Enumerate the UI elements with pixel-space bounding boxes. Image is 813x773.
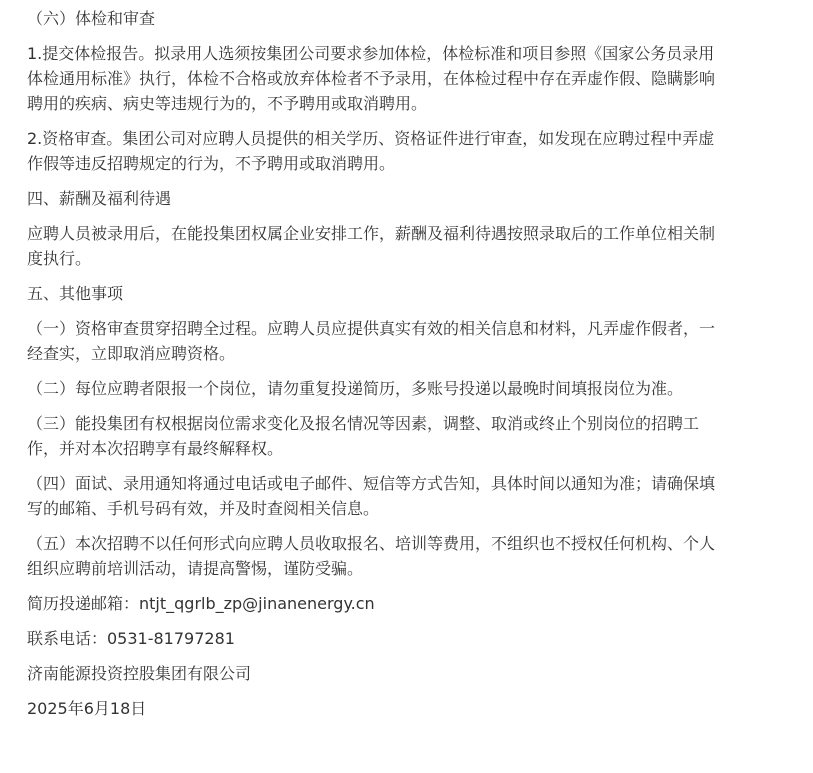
publish-date: 2025年6月18日 [27, 699, 147, 718]
company-name: 济南能源投资控股集团有限公司 [27, 664, 252, 683]
paragraph-other-3: （三）能投集团有权根据岗位需求变化及报名情况等因素，调整、取消或终止个别岗位的招聘工作，并对本次招聘享有最终解释权。 [27, 414, 700, 458]
paragraph-other-5: （五）本次招聘不以任何形式向应聘人员收取报名、培训等费用，不组织也不授权任何机构、个人组织应聘前培训活动，请提高警惕，谨防受骗。 [27, 534, 716, 578]
section-heading-physical-exam: （六）体检和审查 [27, 9, 156, 28]
paragraph-other-4: （四）面试、录用通知将通过电话或电子邮件、短信等方式告知，具体时间以通知为准；请确保填写的邮箱、手机号码有效，并及时查阅相关信息。 [27, 474, 716, 518]
contact-phone: 联系电话：0531-81797281 [27, 629, 235, 648]
paragraph-qualification-review: 2.资格审查。集团公司对应聘人员提供的相关学历、资格证件进行审查，如发现在应聘过程中弄虚作假等违反招聘规定的行为，不予聘用或取消聘用。 [27, 129, 715, 173]
paragraph-salary-benefits: 应聘人员被录用后，在能投集团权属企业安排工作，薪酬及福利待遇按照录取后的工作单位相关制度执行。 [27, 224, 716, 268]
section-heading-other: 五、其他事项 [27, 284, 124, 303]
paragraph-physical-exam-report: 1.提交体检报告。拟录用人选须按集团公司要求参加体检，体检标准和项目参照《国家公务员录用体检通用标准》执行，体检不合格或放弃体检者不予录用，在体检过程中存在弄虚作假、隐瞒影响聘用的疾病、病史等违规行为的，不予聘用或取消聘用。 [27, 44, 716, 113]
paragraph-other-1: （一）资格审查贯穿招聘全过程。应聘人员应提供真实有效的相关信息和材料，凡弄虚作假者，一经查实，立即取消应聘资格。 [27, 319, 716, 363]
section-heading-salary: 四、薪酬及福利待遇 [27, 189, 172, 208]
contact-email: 简历投递邮箱：ntjt_qgrlb_zp@jinanenergy.cn [27, 594, 375, 613]
paragraph-other-2: （二）每位应聘者限报一个岗位，请勿重复投递简历，多账号投递以最晚时间填报岗位为准。 [27, 379, 684, 398]
